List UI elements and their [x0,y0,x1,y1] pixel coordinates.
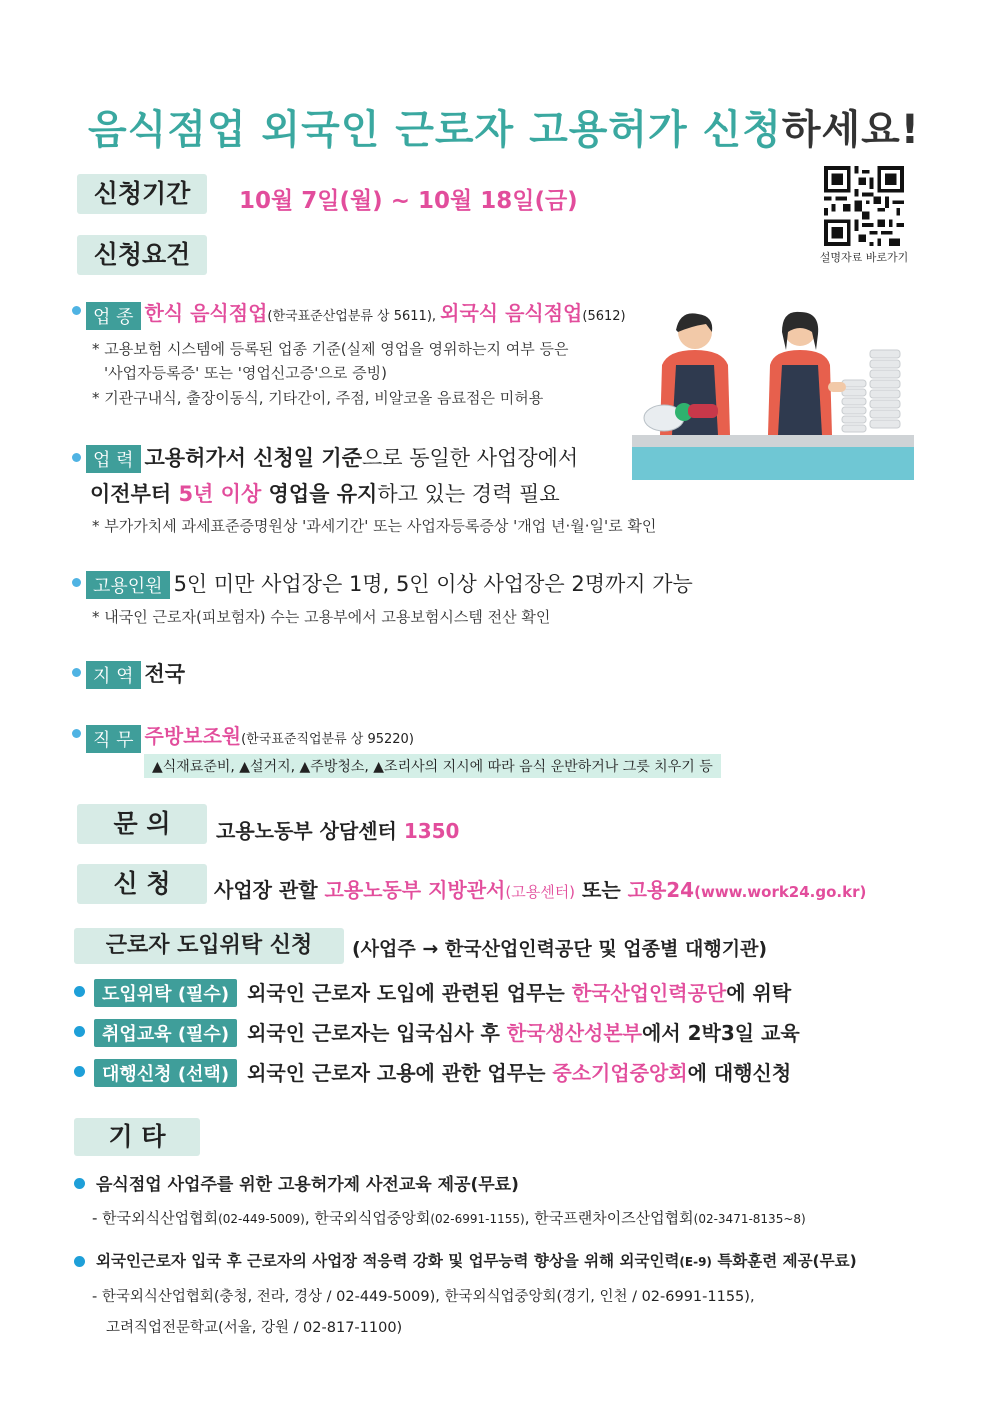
etc-item-2-detail-2: 고려직업전문학교(서울, 강원 / 02-817-1100) [106,1320,403,1336]
apply-label: 신 청 [77,864,207,904]
entrust-tag: 도입위탁 (필수) [94,979,237,1007]
duty-row: 직 무 주방보조원(한국표준직업분류 상 95220) [86,720,414,753]
entrust-row: 취업교육 (필수) 외국인 근로자는 입국심사 후 한국생산성본부에서 2박3일 교육 [94,1017,800,1047]
inquiry-label: 문 의 [77,804,207,844]
etc-item-1-detail: - 한국외식산업협회(02-449-5009), 한국외식업중앙회(02-6991-1155), 한국프랜차이즈산업협회(02-3471-8135~8) [92,1209,806,1227]
career-tag: 업 력 [86,445,141,473]
career-note: * 부가가치세 과세표준증명원상 '과세기간' 또는 사업자등록증상 '개업 년·월·일'로 확인 [92,517,657,535]
industry-row: 업 종 한식 음식점업(한국표준산업분류 상 5611), 외국식 음식점업(5612) [86,297,626,330]
headcount-note: * 내국인 근로자(피보험자) 수는 고용부에서 고용보험시스템 전산 확인 [92,608,551,626]
bullet-icon [74,1178,85,1189]
etc-item-1: 음식점업 사업주를 위한 고용허가제 사전교육 제공(무료) [96,1175,519,1195]
etc-item-2-detail-1: - 한국외식산업협회(충청, 전라, 경상 / 02-449-5009), 한국외식업중앙회(경기, 인천 / 02-6991-1155), [92,1289,755,1305]
region-tag: 지 역 [86,661,141,689]
inquiry-phone[interactable]: 1350 [403,819,460,843]
bullet-icon [74,986,85,997]
career-row-2: 이전부터 5년 이상 영업을 유지하고 있는 경력 필요 [90,482,560,506]
bullet-icon [72,668,81,677]
industry-note-1b: '사업자등록증' 또는 '영업신고증'으로 증빙) [104,364,387,382]
bullet-icon [72,729,81,738]
etc-label: 기 타 [74,1118,200,1156]
career-row-1: 업 력 고용허가서 신청일 기준으로 동일한 사업장에서 [86,442,578,473]
inquiry-row: 고용노동부 상담센터 1350 [216,819,460,843]
headcount-row: 고용인원 5인 미만 사업장은 1명, 5인 이상 사업장은 2명까지 가능 [86,568,693,599]
entrust-tag: 취업교육 (필수) [94,1019,237,1047]
industry-tag: 업 종 [86,302,141,330]
bullet-icon [74,1256,85,1267]
headcount-tag: 고용인원 [86,571,170,599]
period-value: 10월 7일(월) ~ 10월 18일(금) [239,188,578,214]
entrust-tag: 대행신청 (선택) [94,1059,237,1087]
period-label: 신청기간 [77,174,207,214]
bullet-icon [72,578,81,587]
duty-tag: 직 무 [86,725,141,753]
industry-note-1: * 고용보험 시스템에 등록된 업종 기준(실제 영업을 영위하는지 여부 등은 [92,340,569,358]
requirements-label: 신청요건 [77,235,207,275]
qr-caption[interactable]: 설명자료 바로가기 [819,251,909,264]
entrust-paren: (사업주 → 한국산업인력공단 및 업종별 대행기관) [352,938,768,960]
bullet-icon [74,1066,85,1077]
duty-task-bar: ▲식재료준비, ▲설거지, ▲주방청소, ▲조리사의 지시에 따라 음식 운반하거나 그릇 치우기 등 [144,754,721,778]
region-row: 지 역 전국 [86,658,185,689]
entrust-row: 대행신청 (선택) 외국인 근로자 고용에 관한 업무는 중소기업중앙회에 대행신청 [94,1057,791,1087]
apply-row: 사업장 관할 고용노동부 지방관서(고용센터) 또는 고용24(www.work24.go.kr) [214,878,867,902]
etc-item-2: 외국인근로자 입국 후 근로자의 사업장 적응력 강화 및 업무능력 향상을 위해 외국인력(E-9) 특화훈련 제공(무료) [96,1252,857,1270]
industry-note-2: * 기관구내식, 출장이동식, 기타간이, 주점, 비알코올 음료점은 미허용 [92,389,544,407]
qr-code-icon[interactable] [822,166,906,246]
entrust-row: 도입위탁 (필수) 외국인 근로자 도입에 관련된 업무는 한국산업인력공단에 위탁 [94,977,791,1007]
bullet-icon [74,1026,85,1037]
work24-link[interactable]: (www.work24.go.kr) [694,883,867,901]
bullet-icon [72,306,81,315]
page-title: 음식점업 외국인 근로자 고용허가 신청하세요! [87,107,921,153]
bullet-icon [72,453,81,462]
kitchen-workers-illustration [632,310,914,480]
entrust-label: 근로자 도입위탁 신청 [74,928,344,964]
